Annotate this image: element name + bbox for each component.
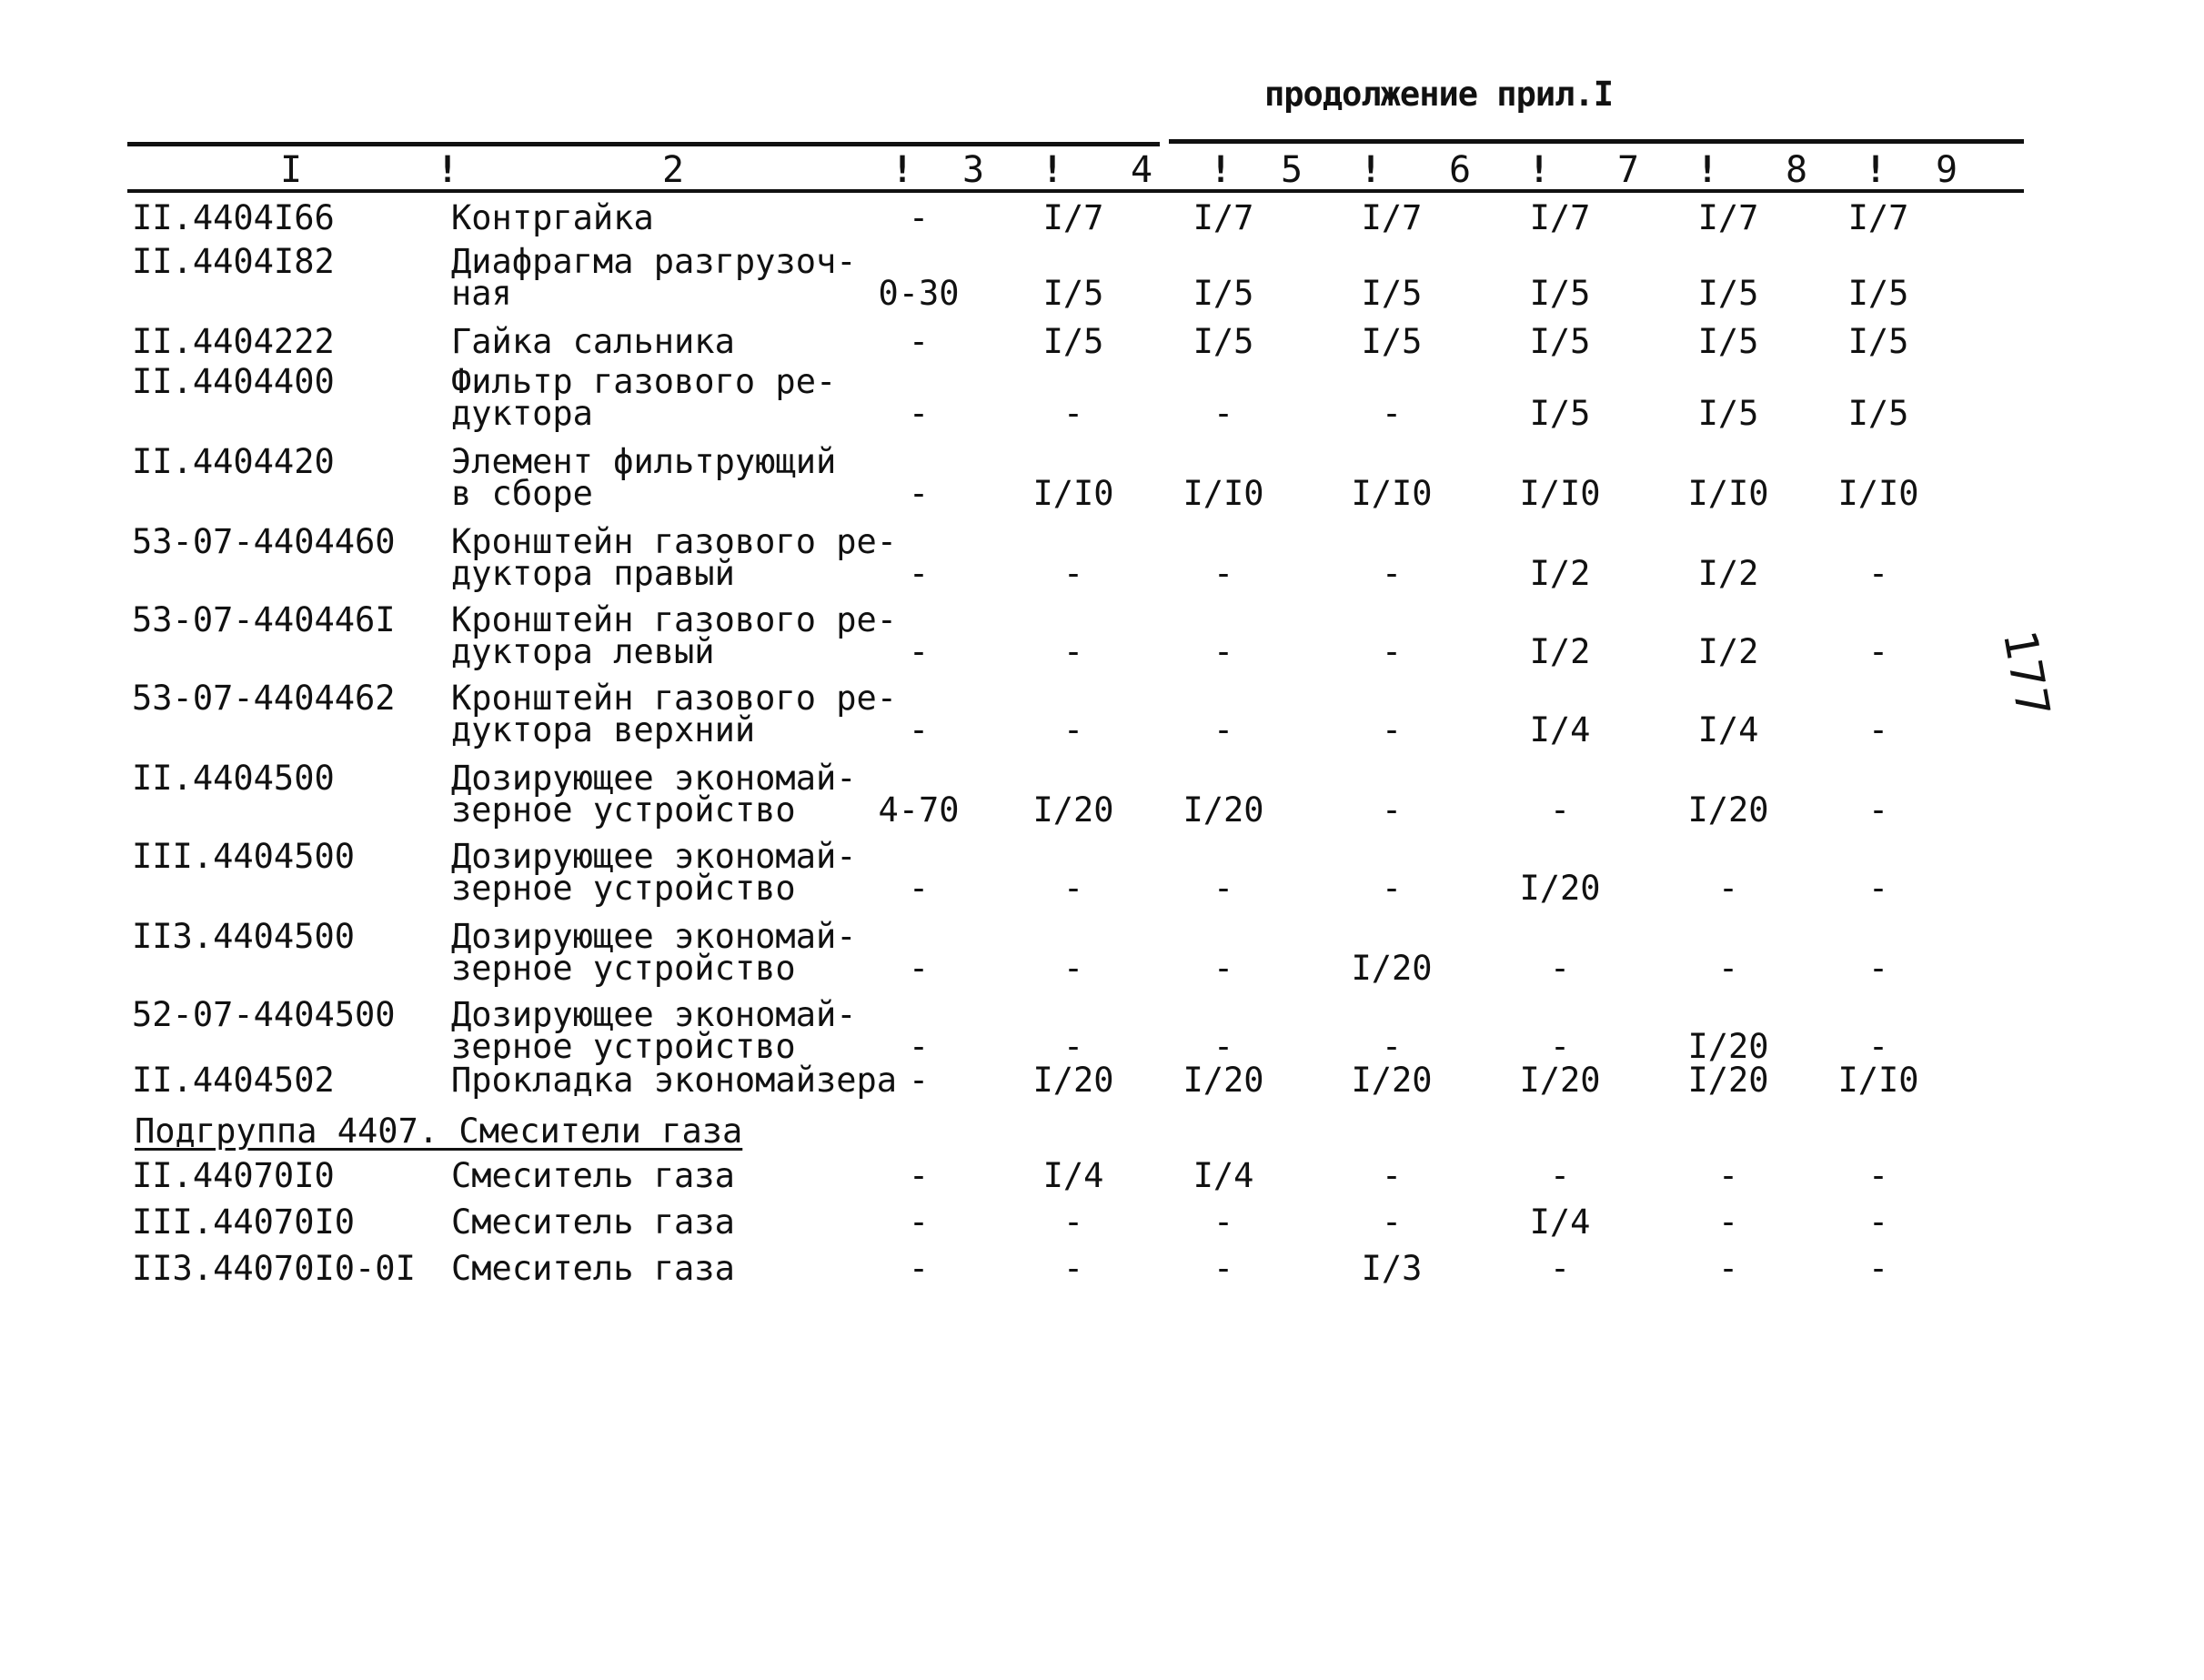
value-col-3: -	[908, 554, 930, 593]
part-name-line: зерное устройство	[451, 1027, 796, 1066]
value-col-6: -	[1381, 394, 1403, 433]
part-code: II.4404222	[132, 322, 335, 361]
value-col-8: I/4	[1697, 710, 1759, 749]
value-col-6: -	[1381, 554, 1403, 593]
value-col-5: I/20	[1183, 1061, 1264, 1100]
value-col-4: I/5	[1042, 274, 1104, 313]
value-col-6: -	[1381, 632, 1403, 671]
value-col-5: I/20	[1183, 790, 1264, 830]
value-col-9: I/I0	[1837, 1061, 1919, 1100]
part-name-line: дуктора правый	[451, 554, 735, 593]
value-col-3: -	[908, 1249, 930, 1288]
part-name-line: Кронштейн газового ре-	[451, 522, 898, 561]
value-col-9: -	[1867, 1202, 1889, 1242]
value-col-4: -	[1062, 394, 1084, 433]
value-col-9: -	[1867, 869, 1889, 908]
value-col-9: -	[1867, 710, 1889, 749]
value-col-5: -	[1213, 1027, 1234, 1066]
part-name	[451, 837, 857, 908]
value-col-5: -	[1213, 1202, 1234, 1242]
value-col-6: I/7	[1361, 198, 1423, 237]
header-col-1: I	[279, 149, 303, 191]
part-code: II.4404502	[132, 1061, 335, 1100]
header-separator: !	[1865, 149, 1887, 191]
value-col-8: -	[1717, 1249, 1739, 1288]
value-col-8: I/5	[1697, 322, 1759, 361]
part-name	[451, 522, 898, 593]
header-separator: !	[1042, 149, 1064, 191]
value-col-8: -	[1717, 1156, 1739, 1195]
part-code: III.44070I0	[132, 1202, 356, 1242]
value-col-4: -	[1062, 1202, 1084, 1242]
part-code: II3.4404500	[132, 917, 356, 956]
value-col-7: I/5	[1529, 274, 1591, 313]
header-col-4: 4	[1130, 149, 1153, 191]
part-name-line: Кронштейн газового ре-	[451, 679, 898, 718]
part-name-line: дуктора левый	[451, 632, 715, 671]
value-col-4: I/4	[1042, 1156, 1104, 1195]
value-col-9: -	[1867, 949, 1889, 988]
value-col-7: I/I0	[1519, 474, 1601, 513]
value-col-7: -	[1549, 1249, 1571, 1288]
value-col-8: I/20	[1687, 1027, 1769, 1066]
value-col-7: I/20	[1519, 1061, 1601, 1100]
value-col-7: -	[1549, 790, 1571, 830]
value-col-4: -	[1062, 632, 1084, 671]
part-name	[451, 917, 857, 988]
part-name-line: Прокладка экономайзера	[451, 1061, 898, 1100]
value-col-5: -	[1213, 1249, 1234, 1288]
part-code: 52-07-4404500	[132, 995, 396, 1034]
value-col-4: -	[1062, 554, 1084, 593]
value-col-7: I/20	[1519, 869, 1601, 908]
header-separator: !	[891, 149, 914, 191]
value-col-4: -	[1062, 869, 1084, 908]
value-col-5: -	[1213, 554, 1234, 593]
value-col-7: I/2	[1529, 554, 1591, 593]
part-name-line: зерное устройство	[451, 790, 796, 830]
value-col-8: I/5	[1697, 394, 1759, 433]
value-col-3: -	[908, 869, 930, 908]
value-col-7: I/5	[1529, 322, 1591, 361]
value-col-5: -	[1213, 632, 1234, 671]
value-col-7: -	[1549, 1027, 1571, 1066]
value-col-9: I/5	[1847, 274, 1909, 313]
part-name	[451, 322, 735, 361]
part-name-line: Смеситель газа	[451, 1249, 735, 1288]
part-name-line: Дозирующее экономай-	[451, 837, 857, 876]
part-name-line: ная	[451, 274, 512, 313]
value-col-8: -	[1717, 1202, 1739, 1242]
value-col-5: -	[1213, 869, 1234, 908]
part-name-line: Дозирующее экономай-	[451, 759, 857, 798]
part-name	[451, 1156, 735, 1195]
part-name-line: Дозирующее экономай-	[451, 917, 857, 956]
value-col-8: -	[1717, 869, 1739, 908]
value-col-7: I/4	[1529, 710, 1591, 749]
header-col-6: 6	[1448, 149, 1472, 191]
value-col-3: -	[908, 632, 930, 671]
part-name-line: Кронштейн газового ре-	[451, 600, 898, 639]
part-code: III.4404500	[132, 837, 356, 876]
part-name-line: Дозирующее экономай-	[451, 995, 857, 1034]
value-col-4: -	[1062, 710, 1084, 749]
value-col-5: I/5	[1193, 274, 1254, 313]
value-col-9: -	[1867, 790, 1889, 830]
value-col-5: I/4	[1193, 1156, 1254, 1195]
value-col-6: -	[1381, 790, 1403, 830]
value-col-5: -	[1213, 949, 1234, 988]
header-separator: !	[437, 149, 459, 191]
part-code: II.4404400	[132, 362, 335, 401]
value-col-3: -	[908, 1156, 930, 1195]
value-col-3: -	[908, 1202, 930, 1242]
header-rule	[127, 189, 2024, 193]
part-code: II.4404I66	[132, 198, 335, 237]
value-col-6: I/3	[1361, 1249, 1423, 1288]
value-col-7: I/7	[1529, 198, 1591, 237]
subgroup-heading: Подгруппа 4407. Смесители газа	[135, 1112, 743, 1151]
part-name-line: Гайка сальника	[451, 322, 735, 361]
header-col-5: 5	[1280, 149, 1303, 191]
value-col-4: I/20	[1032, 1061, 1114, 1100]
value-col-6: I/I0	[1351, 474, 1433, 513]
value-col-9: I/5	[1847, 394, 1909, 433]
value-col-7: -	[1549, 949, 1571, 988]
value-col-4: I/5	[1042, 322, 1104, 361]
value-col-4: I/7	[1042, 198, 1104, 237]
value-col-5: -	[1213, 710, 1234, 749]
value-col-6: -	[1381, 1027, 1403, 1066]
part-name	[451, 442, 837, 513]
value-col-3: -	[908, 198, 930, 237]
part-name	[451, 1249, 735, 1288]
part-name-line: Смеситель газа	[451, 1202, 735, 1242]
part-name-line: зерное устройство	[451, 949, 796, 988]
value-col-3: 4-70	[878, 790, 960, 830]
value-col-9: -	[1867, 1156, 1889, 1195]
value-col-3: -	[908, 394, 930, 433]
part-name	[451, 679, 898, 749]
value-col-6: -	[1381, 1202, 1403, 1242]
value-col-9: -	[1867, 1249, 1889, 1288]
value-col-8: I/I0	[1687, 474, 1769, 513]
value-col-3: -	[908, 710, 930, 749]
part-name-line: Фильтр газового ре-	[451, 362, 837, 401]
value-col-7: I/4	[1529, 1202, 1591, 1242]
part-code: II.4404500	[132, 759, 335, 798]
value-col-9: -	[1867, 1027, 1889, 1066]
part-code: 53-07-4404460	[132, 522, 396, 561]
part-code: II.4404420	[132, 442, 335, 481]
value-col-6: -	[1381, 710, 1403, 749]
value-col-4: -	[1062, 1027, 1084, 1066]
value-col-4: -	[1062, 1249, 1084, 1288]
part-name	[451, 362, 837, 433]
header-col-3: 3	[961, 149, 985, 191]
part-name	[451, 1061, 898, 1100]
top-rule-right	[1169, 139, 2024, 144]
value-col-3: -	[908, 322, 930, 361]
value-col-7: -	[1549, 1156, 1571, 1195]
header-col-2: 2	[661, 149, 685, 191]
value-col-5: -	[1213, 394, 1234, 433]
value-col-9: -	[1867, 554, 1889, 593]
value-col-8: I/2	[1697, 632, 1759, 671]
part-name-line: Элемент фильтрующий	[451, 442, 837, 481]
value-col-3: -	[908, 474, 930, 513]
part-code: 53-07-440446I	[132, 600, 396, 639]
value-col-6: I/20	[1351, 1061, 1433, 1100]
value-col-5: I/I0	[1183, 474, 1264, 513]
header-col-8: 8	[1785, 149, 1808, 191]
part-code: II.4404I82	[132, 242, 335, 281]
header-col-7: 7	[1616, 149, 1640, 191]
value-col-4: -	[1062, 949, 1084, 988]
value-col-8: I/2	[1697, 554, 1759, 593]
value-col-4: I/20	[1032, 790, 1114, 830]
top-rule-left	[127, 142, 1160, 146]
page-caption: продолжение прил.I	[1264, 75, 1613, 114]
part-name-line: зерное устройство	[451, 869, 796, 908]
header-separator: !	[1696, 149, 1719, 191]
value-col-6: -	[1381, 869, 1403, 908]
value-col-7: I/5	[1529, 394, 1591, 433]
part-name-line: дуктора	[451, 394, 593, 433]
part-code: 53-07-4404462	[132, 679, 396, 718]
value-col-7: I/2	[1529, 632, 1591, 671]
value-col-4: I/I0	[1032, 474, 1114, 513]
handwritten-page-number: 177	[1992, 626, 2060, 722]
value-col-8: I/5	[1697, 274, 1759, 313]
part-code: II.44070I0	[132, 1156, 335, 1195]
value-col-9: -	[1867, 632, 1889, 671]
value-col-8: -	[1717, 949, 1739, 988]
value-col-8: I/7	[1697, 198, 1759, 237]
value-col-9: I/I0	[1837, 474, 1919, 513]
header-separator: !	[1210, 149, 1233, 191]
part-name-line: Смеситель газа	[451, 1156, 735, 1195]
value-col-8: I/20	[1687, 1061, 1769, 1100]
part-name-line: Диафрагма разгрузоч-	[451, 242, 857, 281]
value-col-8: I/20	[1687, 790, 1769, 830]
part-name	[451, 1202, 735, 1242]
value-col-9: I/5	[1847, 322, 1909, 361]
value-col-3: -	[908, 949, 930, 988]
part-name	[451, 242, 857, 313]
value-col-6: I/5	[1361, 322, 1423, 361]
value-col-6: I/5	[1361, 274, 1423, 313]
header-separator: !	[1528, 149, 1551, 191]
part-name-line: Контргайка	[451, 198, 654, 237]
part-name	[451, 995, 857, 1066]
value-col-3: -	[908, 1061, 930, 1100]
part-name-line: в сборе	[451, 474, 593, 513]
value-col-5: I/5	[1193, 322, 1254, 361]
part-name	[451, 198, 654, 237]
header-col-9: 9	[1935, 149, 1958, 191]
value-col-6: -	[1381, 1156, 1403, 1195]
part-name	[451, 759, 857, 830]
header-separator: !	[1360, 149, 1383, 191]
part-name	[451, 600, 898, 671]
value-col-6: I/20	[1351, 949, 1433, 988]
value-col-5: I/7	[1193, 198, 1254, 237]
value-col-9: I/7	[1847, 198, 1909, 237]
value-col-3: 0-30	[878, 274, 960, 313]
value-col-3: -	[908, 1027, 930, 1066]
part-code: II3.44070I0-0I	[132, 1249, 416, 1288]
part-name-line: дуктора верхний	[451, 710, 756, 749]
